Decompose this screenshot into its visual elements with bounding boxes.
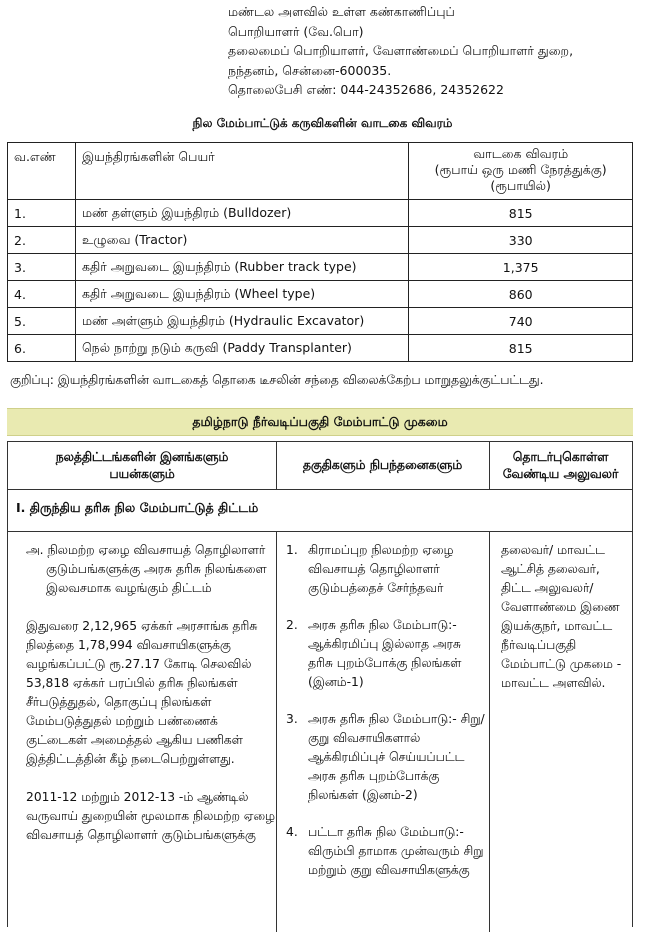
row-name: கதிர் அறுவடை இயந்திரம் (Wheel type) (75, 281, 408, 308)
column-divider (489, 532, 490, 932)
header-no: வ.எண் (8, 143, 76, 200)
contact-block (228, 2, 573, 100)
header-rate (409, 143, 633, 200)
table-row (8, 227, 633, 254)
contact-line: தலைமைப் பொறியாளர், வேளாண்மைப் பொறியாளர் துறை, (228, 43, 574, 58)
list-item (286, 710, 486, 805)
row-name: மண் அள்ளும் இயந்திரம் (Hydraulic Excavator) (75, 308, 408, 335)
scheme-year-text: 2011-12 மற்றும் 2012-13 -ம் ஆண்டில் வருவாய் துறையின் மூலமாக நிலமற்ற ஏழை விவசாயத் தொழிலாளர் குடும்பங்களுக்கு (26, 790, 275, 842)
header-col1-line: பயன்களும் (109, 467, 175, 481)
scheme-progress-text: இதுவரை 2,12,965 ஏக்கர் அரசாங்க தரிசு நிலத்தை 1,78,994 விவசாயிகளுக்கு வழங்கப்பட்டு ரூ.27.17 கோடி செலவில் 53,818 ஏக்கர் பரப்பில் தரிசு நிலங்கள் சீர்படுத்துதல், தொகுப்பு நிலங்கள் மேம்படுத்துதல் மற்றும் பண்ணைக் குட்டைகள் அமைத்தல் ஆகிய பணிகள் இத்திட்டத்தின் கீழ் நடைபெற்றுள்ளது. (26, 619, 258, 766)
header-col2 (276, 442, 489, 490)
header-col2-text: தகுதிகளும் நிபந்தனைகளும் (302, 458, 463, 472)
header-rate-line: வாடகை விவரம் (473, 146, 569, 161)
list-item-text: அரசு தரிசு நில மேம்பாடு:-ஆக்கிரமிப்பு இல்லாத அரசு தரிசு புறம்போக்கு நிலங்கள் (இனம்-1) (308, 618, 462, 689)
rent-table (7, 142, 633, 362)
contact-line: பொறியாளர் (வே.பொ) (228, 23, 364, 39)
row-name: கதிர் அறுவடை இயந்திரம் (Rubber track type) (75, 254, 408, 281)
scheme-intro: அ. நிலமற்ற ஏழை விவசாயத் தொழிலாளர் குடும்பங்களுக்கு அரசு தரிசு நிலங்களை இலவசமாக வழங்கும் திட்டம் (26, 543, 267, 595)
table-row (8, 281, 633, 308)
header-rate-line: (ரூபாயில்) (490, 178, 551, 193)
list-item (286, 823, 486, 880)
row-name: நெல் நாற்று நடும் கருவி (Paddy Transplanter) (75, 335, 408, 362)
list-item-number: 4. (286, 825, 298, 839)
row-no: 6. (8, 335, 76, 362)
list-item (286, 616, 486, 692)
row-rate: 740 (409, 308, 633, 335)
table-row (8, 335, 633, 362)
row-no: 3. (8, 254, 76, 281)
row-no: 5. (8, 308, 76, 335)
list-item-text: கிராமப்புற நிலமற்ற ஏழை விவசாயத் தொழிலாளர் குடும்பத்தைச் சேர்ந்தவர் (308, 543, 454, 595)
row-rate: 815 (409, 200, 633, 227)
contact-line: நந்தனம், சென்னை-600035. (228, 62, 392, 78)
list-item-number: 2. (286, 618, 298, 632)
list-item-text: பட்டா தரிசு நில மேம்பாடு:- விரும்பி தாமாக முன்வரும் சிறு மற்றும் குறு விவசாயிகளுக்கு (308, 825, 484, 877)
row-rate: 860 (409, 281, 633, 308)
rent-table-title: நில மேம்பாட்டுக் கருவிகளின் வாடகை விவரம் (192, 116, 453, 130)
column-divider (276, 442, 277, 490)
table-row (8, 308, 633, 335)
row-rate: 330 (409, 227, 633, 254)
contact-phone: தொலைபேசி எண்: 044-24352686, 24352622 (228, 82, 504, 97)
header-col1-line: நலத்திட்டங்களின் இனங்களும் (55, 450, 229, 464)
scheme-table (7, 441, 633, 927)
list-item-number: 1. (286, 543, 298, 557)
row-no: 4. (8, 281, 76, 308)
header-col3-line: வேண்டிய அலுவலர் (502, 467, 619, 481)
row-name: மண் தள்ளும் இயந்திரம் (Bulldozer) (75, 200, 408, 227)
contact-line: மண்டல அளவில் உள்ள கண்காணிப்புப் (228, 4, 455, 19)
list-item (286, 541, 486, 598)
header-col3-line: தொடர்புகொள்ள (512, 450, 609, 464)
row-no: 2. (8, 227, 76, 254)
table-row (8, 200, 633, 227)
row-rate: 815 (409, 335, 633, 362)
contact-officer-column: தலைவர்/ மாவட்ட ஆட்சித் தலைவர், திட்ட அலுவலர்/ வேளாண்மை இணை இயக்குநர், மாவட்ட நீர்வடிப்பகுதி மேம்பாட்டு முகமை - மாவட்ட அளவில். (501, 543, 622, 690)
row-name: உழுவை (Tractor) (75, 227, 408, 254)
column-divider (489, 442, 490, 490)
row-no: 1. (8, 200, 76, 227)
department-banner: தமிழ்நாடு நீர்வடிப்பகுதி மேம்பாட்டு முகமை (7, 408, 633, 436)
table-row (8, 254, 633, 281)
row-rate: 1,375 (409, 254, 633, 281)
header-col3 (489, 442, 632, 490)
scheme-title: I. திருந்திய தரிசு நில மேம்பாட்டுத் திட்டம் (8, 490, 632, 532)
header-name: இயந்திரங்களின் பெயர் (75, 143, 408, 200)
list-item-text: அரசு தரிசு நில மேம்பாடு:- சிறு/குறு விவசாயிகளால் ஆக்கிரமிப்புச் செய்யப்பட்ட அரசு தரிசு புறம்போக்கு நிலங்கள் (இனம்-2) (308, 712, 485, 802)
header-rate-line: (ரூபாய் ஒரு மணி நேரத்துக்கு) (434, 162, 607, 177)
benefits-column (26, 541, 281, 845)
list-item-number: 3. (286, 712, 298, 726)
rent-note: குறிப்பு: இயந்திரங்களின் வாடகைத் தொகை டீசலின் சந்தை விலைக்கேற்ப மாறுதலுக்குட்பட்டது. (10, 373, 544, 387)
header-col1 (8, 442, 276, 490)
eligibility-column (286, 541, 486, 898)
rent-table-header (8, 143, 633, 200)
